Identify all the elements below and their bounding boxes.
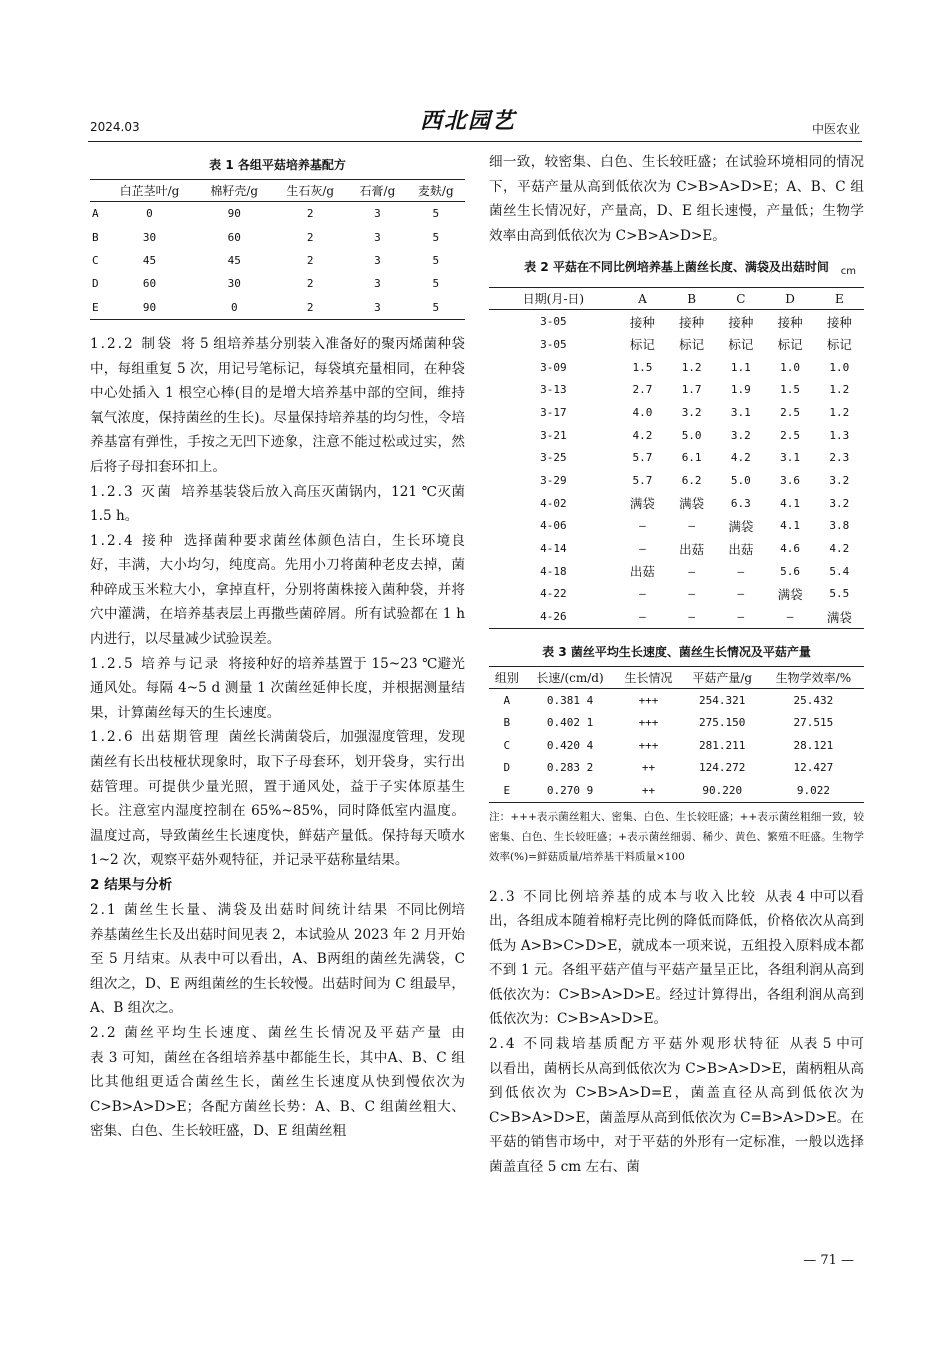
- left2-paragraph: [90, 898, 465, 1021]
- table2-cell: 接种: [728, 314, 754, 330]
- table3-cell: +++: [638, 716, 659, 730]
- table2-cell: 4.2: [829, 542, 850, 556]
- table2-row: [489, 424, 864, 447]
- table3-cell: 275.150: [699, 716, 746, 730]
- table3-cell: 124.272: [699, 761, 746, 775]
- table1-header-cell: 石膏/g: [348, 180, 406, 202]
- table2-cell: 3.1: [730, 405, 751, 419]
- table3-cell: B: [503, 716, 511, 730]
- table2-cell: —: [786, 610, 794, 624]
- header-section: 中医农业: [811, 122, 860, 136]
- table2-cell: 5.0: [730, 474, 751, 488]
- table2-row: [489, 515, 864, 538]
- table2-cell: 1.1: [730, 360, 751, 374]
- header-date: 2024.03: [90, 120, 140, 134]
- table2-cell: 接种: [629, 314, 655, 330]
- table3-cell: 281.211: [699, 738, 746, 752]
- table2-cell: 2.3: [829, 451, 850, 465]
- table2-cell: 出菇: [728, 541, 754, 557]
- table1-cell: A: [92, 207, 99, 221]
- table1-cell: 0: [230, 300, 238, 314]
- table3-cell: ++: [641, 783, 656, 797]
- table2-cell: 出菇: [629, 564, 655, 580]
- table2-cell: 标记: [728, 337, 754, 353]
- left2-paragraph-text: 由表 3 可知，菌丝在各组培养基中都能生长，其中A、B、C 组比其他组更适合菌丝生长，菌丝生长速度从快到慢依次为 C>B>A>D>E；各配方菌丝长势：A、B、C 组菌丝粗大、密集、白色、生长较旺盛，D、E 组菌丝粗: [90, 1024, 465, 1140]
- table2-cell: —: [737, 610, 745, 624]
- left-paragraph-text: 选择菌种要求菌丝体颜色洁白，生长环境良好，丰满，大小均匀，纯度高。先用小刀将菌种老皮去掉，菌种碎成玉米粒大小，拿掉直杆，分别将菌株接入菌种袋，并将穴中灌满，在培养基表层上再撒些菌碎屑。所有试验都在 1 h 内进行，以尽量减少试验误差。: [90, 532, 465, 648]
- table2-cell: 接种: [679, 314, 705, 330]
- table2-cell: —: [688, 610, 695, 624]
- table2-cell: —: [639, 519, 646, 533]
- table2-cell: 5.4: [829, 564, 850, 578]
- table1-cell: 45: [227, 253, 241, 267]
- table2-cell: 3-05: [540, 337, 567, 351]
- table1-cell: 45: [142, 253, 157, 267]
- left-paragraph-text: 培养基装袋后放入高压灭菌锅内，121 ℃灭菌 1.5 h。: [90, 483, 465, 525]
- table1-cell: C: [92, 253, 99, 267]
- table2-cell: 1.3: [829, 428, 850, 442]
- left-paragraph: [90, 725, 465, 873]
- table2-cell: 3-05: [540, 315, 567, 329]
- table2-cell: 5.7: [632, 451, 653, 465]
- table2-cell: 4-02: [540, 496, 567, 510]
- left2-paragraph-heading: 2.1 菌丝生长量、满袋及出菇时间统计结果: [90, 902, 390, 919]
- table1-cell: 5: [432, 230, 440, 244]
- table2-row: [489, 447, 864, 470]
- table3-row: [489, 779, 864, 802]
- table2-cell: 3.6: [780, 474, 801, 488]
- table2-cell: 1.0: [780, 360, 801, 374]
- table2-header-cell: E: [815, 288, 864, 310]
- table2-cell: —: [688, 564, 695, 578]
- table1-header-cell: 生石灰/g: [272, 180, 348, 202]
- table2-header-cell: B: [667, 288, 716, 310]
- table2-cell: 1.9: [730, 383, 751, 397]
- right-paragraph: [489, 885, 864, 1033]
- table2-cell: 2.5: [780, 405, 801, 419]
- table3-cell: 27.515: [793, 716, 834, 730]
- table2-cell: 4.6: [780, 542, 801, 556]
- table1-cell: 5: [432, 277, 440, 291]
- table2-cell: 满袋: [629, 496, 655, 512]
- table2-cell: 3-17: [540, 405, 567, 419]
- table2-cell: 标记: [629, 337, 655, 353]
- table1-cell: 2: [306, 253, 314, 267]
- table2-cell: —: [688, 519, 695, 533]
- table1-cell: 3: [374, 207, 381, 221]
- table2-cell: 3.2: [829, 496, 850, 510]
- table2-cell: 4.1: [780, 496, 801, 510]
- left-body-2: [90, 898, 465, 1144]
- table2-cell: 4-14: [540, 542, 567, 556]
- table2-row: [489, 356, 864, 379]
- table2-cell: 标记: [826, 337, 852, 353]
- table1-cell: 3: [374, 300, 381, 314]
- left-paragraph-heading: 1.2.4 接种: [90, 532, 176, 549]
- table1-cell: 90: [142, 300, 157, 314]
- table2-cell: 3-25: [540, 451, 567, 465]
- table1-row: [90, 225, 465, 248]
- table1-cell: 60: [142, 277, 157, 291]
- right-column: [489, 150, 864, 1180]
- table2-cell: 满袋: [679, 496, 705, 512]
- table2-cell: 1.5: [780, 383, 801, 397]
- table1-cell: 5: [432, 207, 440, 221]
- table2-cell: 4.1: [780, 519, 801, 533]
- table1-header-cell: [90, 180, 103, 202]
- table2-cell: 4-22: [540, 587, 567, 601]
- table2: [489, 287, 864, 629]
- table1-caption: 表 1 各组平菇培养基配方: [209, 158, 346, 172]
- left-paragraph-heading: 1.2.2 制袋: [90, 335, 174, 352]
- table2-cell: 6.1: [681, 451, 702, 465]
- table2-header-cell: C: [716, 288, 765, 310]
- table1-row: [90, 296, 465, 320]
- table3-cell: E: [503, 783, 511, 797]
- table2-unit: cm: [840, 266, 856, 278]
- table2-cell: —: [639, 610, 646, 624]
- table2-cell: 3-09: [540, 360, 567, 374]
- table2-cell: 5.6: [780, 564, 801, 578]
- table1-cell: 3: [374, 230, 381, 244]
- section-2-title: 2 结果与分析: [90, 877, 173, 894]
- table2-cell: 1.5: [632, 360, 653, 374]
- table3-cell: +++: [638, 693, 659, 707]
- table1-cell: E: [92, 300, 99, 314]
- table2-row: [489, 469, 864, 492]
- table3-cell: C: [503, 738, 511, 752]
- table3-cell: 0.283 2: [546, 761, 594, 775]
- table2-cell: 满袋: [826, 609, 852, 625]
- table3-caption: 表 3 菌丝平均生长速度、菌丝生长情况及平菇产量: [542, 645, 811, 659]
- right-paragraph-text: 从表 5 中可以看出，菌柄长从高到低依次为 C>B>A>D>E，菌柄粗从高到低依次为 C>B>A>D=E，菌盖直径从高到低依次为 C>B>A>D>E，菌盖厚从高到低依次为 C=B>A>D>E。在平菇的销售市场中，对于平菇的外形有一定标准，一般以选择菌盖直径 5 cm 左右、菌: [489, 1036, 864, 1176]
- table2-row: [489, 492, 864, 515]
- table2-cell: 1.0: [829, 360, 850, 374]
- table1-cell: 5: [432, 253, 440, 267]
- table2-cell: 5.5: [829, 587, 850, 601]
- table3-cell: A: [503, 693, 511, 707]
- table2-cell: 2.7: [632, 383, 653, 397]
- left-paragraph-text: 将接种好的培养基置于 15~23 ℃避光通风处。每隔 4~5 d 测量 1 次菌丝延伸长度，并根据测量结果，计算菌丝每天的生长速度。: [90, 655, 465, 721]
- table2-cell: 4.2: [632, 428, 653, 442]
- table3-row: [489, 712, 864, 735]
- table2-cell: 1.2: [829, 405, 850, 419]
- left2-paragraph: [90, 1021, 465, 1144]
- table2-row: [489, 560, 864, 583]
- left-paragraph: [90, 332, 465, 480]
- table3-header-cell: 生物学效率/%: [763, 667, 864, 689]
- left-paragraph-heading: 1.2.3 灭菌: [90, 483, 174, 500]
- left-body: [90, 332, 465, 873]
- table1-cell: 90: [227, 207, 241, 221]
- right-paragraph-heading: 2.3 不同比例培养基的成本与收入比较: [489, 888, 758, 905]
- table1-cell: 5: [432, 300, 440, 314]
- table2-cell: 4.2: [730, 451, 751, 465]
- left-paragraph-text: 将 5 组培养基分别装入准备好的聚丙烯菌种袋中，每组重复 5 次，用记号笔标记，每袋填充量相同，在种袋中心处插入 1 根空心棒(目的是增大培养基中部的空间，维持氧气浓度，保持菌丝的生长)。尽量保持培养基的均匀性，令培养基富有弹性，手按之无凹下迹象，注意不能过松或过实，然后将子母扣套环扣上。: [90, 335, 465, 475]
- table2-cell: 4-26: [540, 610, 567, 624]
- right-paragraph-heading: 2.4 不同栽培基质配方平菇外观形状特征: [489, 1036, 782, 1053]
- table3-cell: ++: [641, 761, 656, 775]
- table2-row: [489, 333, 864, 356]
- left-paragraph: [90, 652, 465, 726]
- table1-cell: 30: [142, 230, 157, 244]
- table1-cell: 2: [306, 300, 314, 314]
- right-body: [489, 885, 864, 1180]
- left-paragraph: [90, 480, 465, 529]
- right-paragraph: [489, 1032, 864, 1180]
- table3-cell: 0.420 4: [546, 738, 594, 752]
- table2-cell: —: [639, 542, 646, 556]
- table1-cell: B: [92, 230, 99, 244]
- page-number: — 71 —: [803, 1253, 854, 1268]
- table2-cell: 4-18: [540, 564, 567, 578]
- table2-cell: 3-13: [540, 383, 567, 397]
- table3-cell: +++: [638, 738, 659, 752]
- table3-row: [489, 689, 864, 712]
- table3-note: 注：+++表示菌丝粗大、密集、白色、生长较旺盛；++表示菌丝粗细一致，较密集、白色、生长较旺盛；+表示菌丝细弱、稀少、黄色、繁殖不旺盛。生物学效率(%)=鲜菇质量/培养基干料质量×100: [489, 810, 864, 863]
- right-intro: 细一致，较密集、白色、生长较旺盛；在试验环境相同的情况下，平菇产量从高到低依次为 C>B>A>D>E；A、B、C 组菌丝生长情况好，产量高，D、E 组长速慢，产量低；生物学效率由高到低依次为 C>B>A>D>E。: [489, 154, 864, 244]
- table1-cell: 2: [306, 230, 314, 244]
- table2-header-cell: D: [765, 288, 814, 310]
- table2-cell: 标记: [679, 337, 705, 353]
- table2-cell: 6.2: [681, 474, 702, 488]
- table3-header-cell: 生长情况: [615, 667, 681, 689]
- table2-row: [489, 605, 864, 628]
- table2-row: [489, 378, 864, 401]
- table3: [489, 666, 864, 803]
- header-rule: [88, 141, 862, 142]
- table2-cell: 标记: [777, 337, 803, 353]
- table2-cell: 3.2: [829, 474, 850, 488]
- table3-row: [489, 734, 864, 757]
- table2-cell: 4.0: [632, 405, 653, 419]
- table1-row: [90, 272, 465, 295]
- table2-cell: 4-06: [540, 519, 567, 533]
- table2-row: [489, 401, 864, 424]
- table2-caption: [489, 258, 864, 278]
- table1-cell: 3: [374, 253, 381, 267]
- right-paragraph-text: 从表 4 中可以看出，各组成本随着棉籽壳比例的降低而降低，价格依次从高到低为 A>B>C>D>E，就成本一项来说，五组投入原料成本都不到 1 元。各组平菇产值与平菇产量呈正比，各组利润从高到低依次为：C>B>A>D>E。经过计算得出，各组利润从高到低依次为：C>B>A>D>E。: [489, 888, 864, 1028]
- table2-cell: —: [737, 564, 745, 578]
- left-paragraph: [90, 529, 465, 652]
- journal-logo: 西北园艺: [420, 108, 517, 134]
- table3-cell: 25.432: [793, 693, 834, 707]
- table2-cell: 接种: [826, 314, 852, 330]
- table1-cell: 3: [374, 277, 381, 291]
- table3-cell: D: [503, 761, 511, 775]
- table1-cell: 2: [306, 277, 314, 291]
- table1-cell: 0: [146, 207, 153, 221]
- left-paragraph-heading: 1.2.6 出菇期管理: [90, 729, 221, 746]
- table2-cell: 出菇: [679, 541, 705, 557]
- table2-cell: —: [737, 587, 745, 601]
- table3-header-cell: 长速/(cm/d): [525, 667, 616, 689]
- table3-cell: 12.427: [793, 761, 834, 775]
- table2-cell: 3-21: [540, 428, 567, 442]
- table1: [90, 179, 465, 320]
- table3-cell: 254.321: [699, 693, 746, 707]
- table1-cell: 2: [306, 207, 314, 221]
- left2-paragraph-heading: 2.2 菌丝平均生长速度、菌丝生长情况及平菇产量: [90, 1024, 444, 1041]
- table2-row: [489, 310, 864, 333]
- table2-cell: 5.7: [632, 474, 653, 488]
- table2-cell: —: [639, 587, 646, 601]
- table3-cell: 0.381 4: [546, 693, 594, 707]
- table2-header-cell: A: [618, 288, 667, 310]
- left-paragraph-text: 菌丝长满菌袋后，加强湿度管理，发现菌丝有长出枝桠状现象时，取下子母套环，划开袋身，实行出菇管理。可提供少量光照，置于通风处，益于子实体原基生长。注意室内湿度控制在 65%~85%，同时降低室内温度。温度过高，导致菌丝生长速度快，鲜菇产量低。保持每天喷水 1~2 次，观察平菇外观特征，并记录平菇称量结果。: [90, 729, 465, 869]
- table3-header-cell: 平菇产量/g: [682, 667, 763, 689]
- table3-row: [489, 757, 864, 780]
- table3-cell: 28.121: [793, 738, 834, 752]
- table1-cell: 60: [227, 230, 241, 244]
- table2-cell: 6.3: [730, 496, 751, 510]
- table2-cell: 3-29: [540, 474, 567, 488]
- table2-cell: 1.2: [681, 360, 702, 374]
- table3-cell: 0.270 9: [546, 783, 594, 797]
- table2-cell: 接种: [777, 314, 803, 330]
- table3-cell: 0.402 1: [546, 716, 594, 730]
- table2-header-cell: 日期(月-日): [489, 288, 618, 310]
- left-column: [90, 150, 465, 1144]
- table2-cell: 5.0: [681, 428, 702, 442]
- table2-cell: 1.2: [829, 383, 850, 397]
- table2-row: [489, 583, 864, 606]
- table1-header-cell: 棉籽壳/g: [196, 180, 272, 202]
- table3-cell: 90.220: [702, 783, 743, 797]
- table2-cell: 满袋: [777, 586, 803, 602]
- table2-cell: 3.2: [730, 428, 751, 442]
- left-paragraph-heading: 1.2.5 培养与记录: [90, 655, 221, 672]
- table2-cell: 满袋: [728, 518, 754, 534]
- table2-cell: 2.5: [780, 428, 801, 442]
- table1-row: [90, 249, 465, 272]
- table2-cell: 3.1: [780, 451, 801, 465]
- table3-cell: 9.022: [796, 783, 830, 797]
- table2-cell: 3.8: [829, 519, 850, 533]
- table1-cell: D: [92, 277, 99, 291]
- table2-row: [489, 537, 864, 560]
- table1-header-cell: 白芷茎叶/g: [103, 180, 197, 202]
- table1-header-cell: 麦麸/g: [407, 180, 465, 202]
- table2-cell: 1.7: [681, 383, 702, 397]
- table2-cell: 3.2: [681, 405, 702, 419]
- table1-row: [90, 202, 465, 226]
- table1-cell: 30: [227, 277, 241, 291]
- table3-header-cell: 组别: [489, 667, 525, 689]
- table2-cell: —: [688, 587, 695, 601]
- left2-paragraph-text: 不同比例培养基菌丝生长及出菇时间见表 2，本试验从 2023 年 2 月开始至 5 月结束。从表中可以看出，A、B两组的菌丝先满袋，C 组次之，D、E 两组菌丝的生长较慢。出菇时间为 C 组最早，A、B 组次之。: [90, 902, 466, 1017]
- table2-caption-text: 表 2 平菇在不同比例培养基上菌丝长度、满袋及出菇时间: [524, 260, 829, 275]
